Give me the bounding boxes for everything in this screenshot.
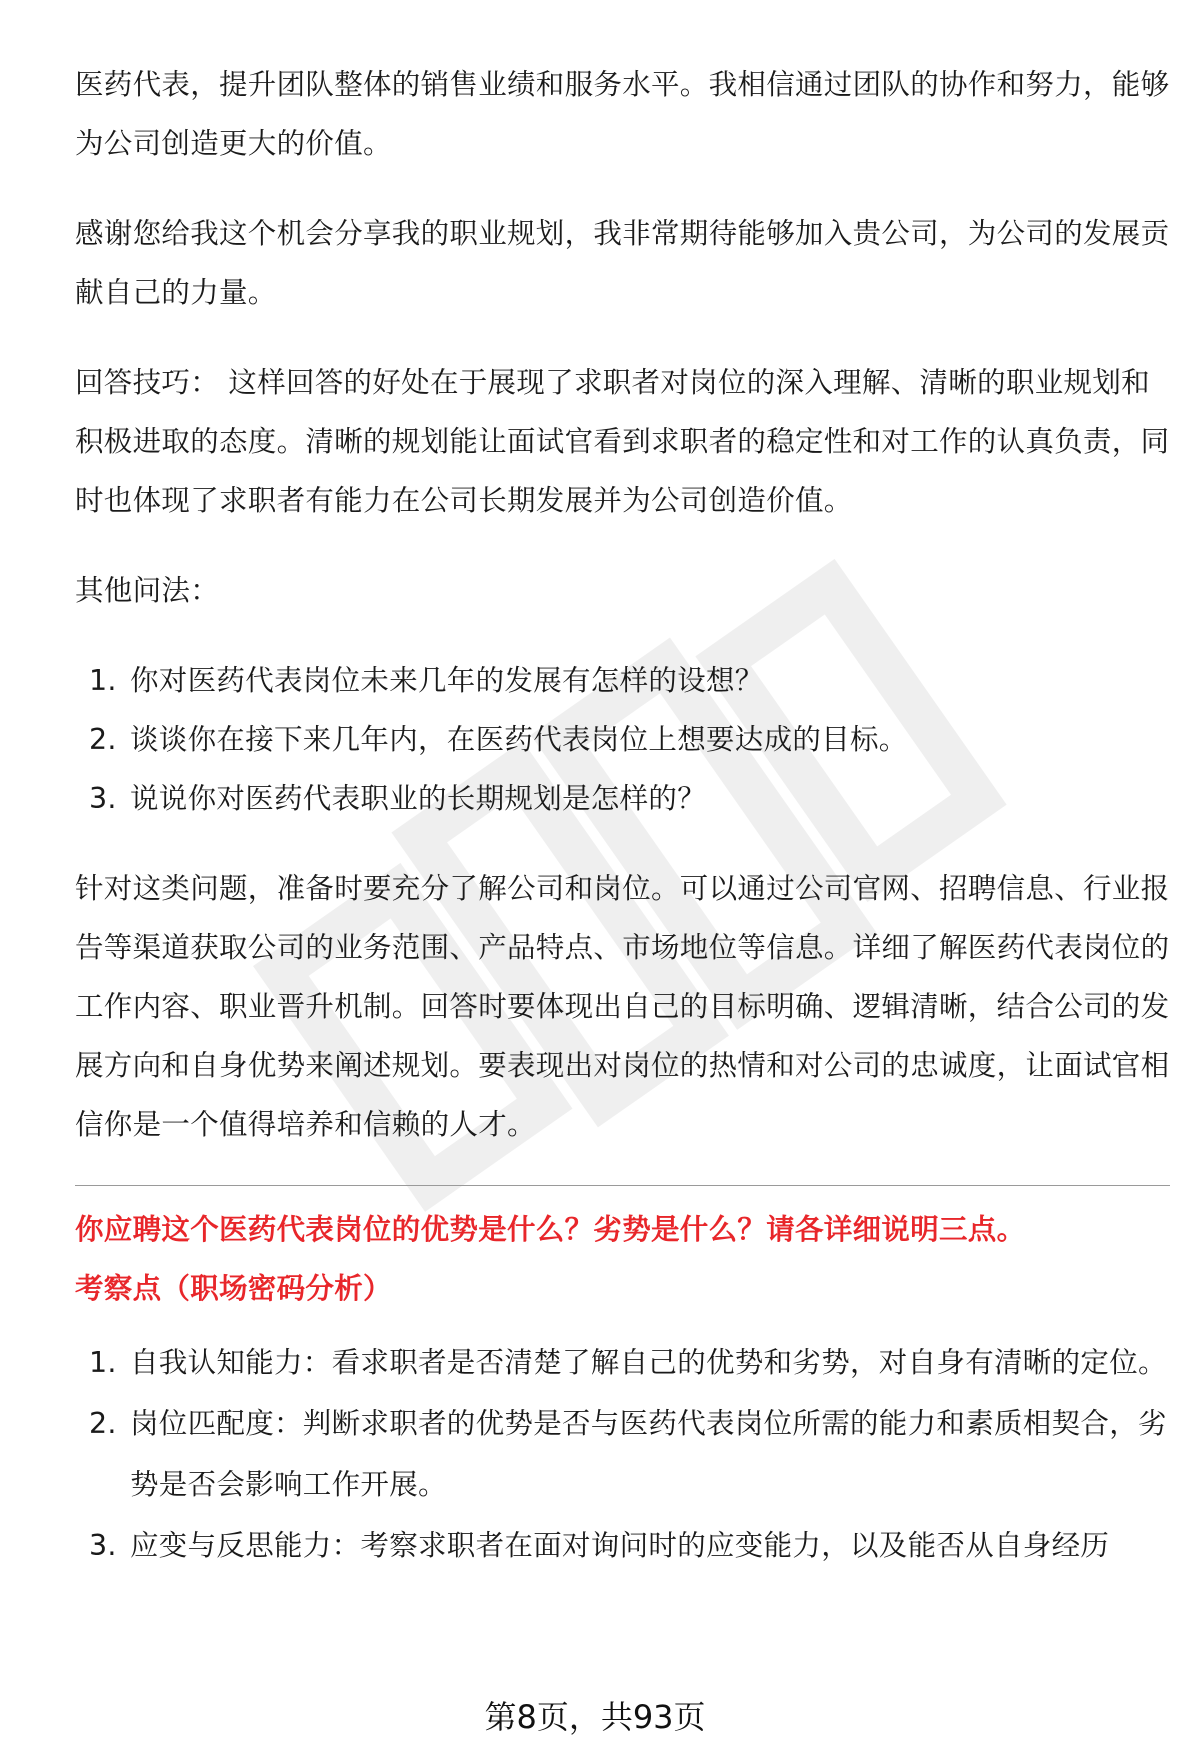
question-title: 你应聘这个医药代表岗位的优势是什么？劣势是什么？请各详细说明三点。 (75, 1213, 1026, 1246)
list-number: 2. (89, 1407, 117, 1440)
list-item (75, 1393, 1170, 1515)
list-item (75, 769, 1170, 828)
list-item-text: 岗位匹配度：判断求职者的优势是否与医药代表岗位所需的能力和素质相契合，劣势是否会影响工作开展。 (130, 1407, 1167, 1501)
list-item-text: 谈谈你在接下来几年内，在医药代表岗位上想要达成的目标。 (130, 723, 908, 756)
list-item-text: 你对医药代表岗位未来几年的发展有怎样的设想？ (130, 664, 764, 697)
list-number: 1. (89, 664, 117, 697)
list-item-text: 应变与反思能力：考察求职者在面对询问时的应变能力，以及能否从自身经历 (130, 1529, 1110, 1562)
list-item (75, 1515, 1170, 1576)
list-number: 2. (89, 723, 117, 756)
section-divider (75, 1185, 1170, 1186)
continued-paragraph: 医药代表，提升团队整体的销售业绩和服务水平。我相信通过团队的协作和努力，能够为公司创造更大的价值。 (75, 68, 1170, 160)
other-questions-label: 其他问法： (75, 574, 220, 607)
question-subtitle: 考察点（职场密码分析） (75, 1272, 392, 1305)
thanks-paragraph: 感谢您给我这个机会分享我的职业规划，我非常期待能够加入贵公司，为公司的发展贡献自己的力量。 (75, 217, 1170, 309)
other-questions-list (75, 651, 1170, 828)
list-number: 1. (89, 1346, 117, 1379)
answer-tips-paragraph: 回答技巧： 这样回答的好处在于展现了求职者对岗位的深入理解、清晰的职业规划和积极进取的态度。清晰的规划能让面试官看到求职者的稳定性和对工作的认真负责，同时也体现了求职者有能力在公司长期发展并为公司创造价值。 (75, 366, 1170, 517)
list-item-text: 说说你对医药代表职业的长期规划是怎样的？ (130, 782, 707, 815)
list-number: 3. (89, 1529, 117, 1562)
document-page (75, 55, 1170, 1607)
list-item (75, 710, 1170, 769)
exam-points-list (75, 1332, 1170, 1576)
list-number: 3. (89, 782, 117, 815)
list-item (75, 651, 1170, 710)
list-item-text: 自我认知能力：看求职者是否清楚了解自己的优势和劣势，对自身有清晰的定位。 (130, 1346, 1167, 1379)
list-item (75, 1332, 1170, 1393)
preparation-paragraph: 针对这类问题，准备时要充分了解公司和岗位。可以通过公司官网、招聘信息、行业报告等渠道获取公司的业务范围、产品特点、市场地位等信息。详细了解医药代表岗位的工作内容、职业晋升机制。回答时要体现出自己的目标明确、逻辑清晰，结合公司的发展方向和自身优势来阐述规划。要表现出对岗位的热情和对公司的忠诚度，让面试官相信你是一个值得培养和信赖的人才。 (75, 872, 1170, 1141)
page-footer: 第8页，共93页 (484, 1698, 706, 1736)
